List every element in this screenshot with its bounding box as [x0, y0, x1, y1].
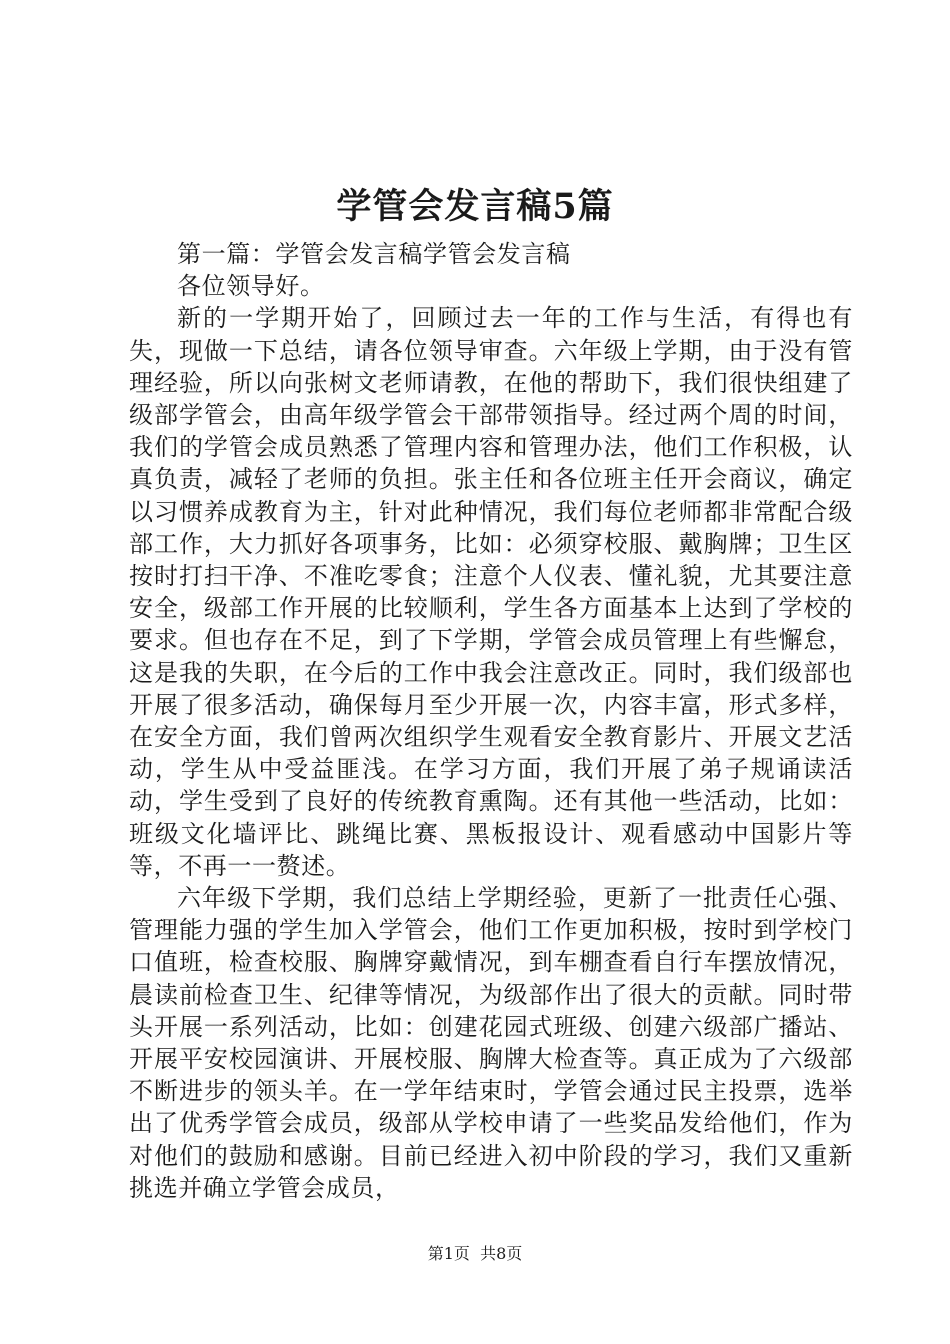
body-paragraph: 新的一学期开始了，回顾过去一年的工作与生活，有得也有失，现做一下总结，请各位领导审查。六年级上学期，由于没有管理经验，所以向张树文老师请教，在他的帮助下，我们很快组建了级部学管会，由高年级学管会干部带领指导。经过两个周的时间，我们的学管会成员熟悉了管理内容和管理办法，他们工作积极，认真负责，减轻了老师的负担。张主任和各位班主任开会商议，确定以习惯养成教育为主，针对此种情况，我们每位老师都非常配合级部工作，大力抓好各项事务，比如：必须穿校服、戴胸牌；卫生区按时打扫干净、不准吃零食；注意个人仪表、懂礼貌，尤其要注意安全，级部工作开展的比较顺利，学生各方面基本上达到了学校的要求。但也存在不足，到了下学期，学管会成员管理上有些懈怠，这是我的失职，在今后的工作中我会注意改正。同时，我们级部也开展了很多活动，确保每月至少开展一次，内容丰富，形式多样，在安全方面，我们曾两次组织学生观看安全教育影片、开展文艺活动，学生从中受益匪浅。在学习方面，我们开展了弟子规诵读活动，学生受到了良好的传统教育熏陶。还有其他一些活动，比如：班级文化墙评比、跳绳比赛、黑板报设计、观看感动中国影片等等，不再一一赘述。: [129, 304, 853, 880]
page-total: 共8页: [480, 1244, 523, 1263]
footer-spacer: [470, 1244, 480, 1263]
document-title: 学管会发言稿5篇: [336, 186, 614, 227]
page-number: 第1页: [427, 1244, 470, 1263]
salutation: 各位领导好。: [177, 272, 325, 301]
body-paragraph: 六年级下学期，我们总结上学期经验，更新了一批责任心强、管理能力强的学生加入学管会，他们工作更加积极，按时到学校门口值班，检查校服、胸牌穿戴情况，到车棚查看自行车摆放情况，晨读前检查卫生、纪律等情况，为级部作出了很大的贡献。同时带头开展一系列活动，比如：创建花园式班级、创建六级部广播站、开展平安校园演讲、开展校服、胸牌大检查等。真正成为了六级部不断进步的领头羊。在一学年结束时，学管会通过民主投票，选举出了优秀学管会成员，级部从学校申请了一些奖品发给他们，作为对他们的鼓励和感谢。目前已经进入初中阶段的学习，我们又重新挑选并确立学管会成员，: [129, 884, 853, 1202]
document-body: [129, 238, 853, 1204]
page-footer: [0, 1243, 950, 1265]
section-heading: 第一篇：学管会发言稿学管会发言稿: [177, 240, 571, 268]
